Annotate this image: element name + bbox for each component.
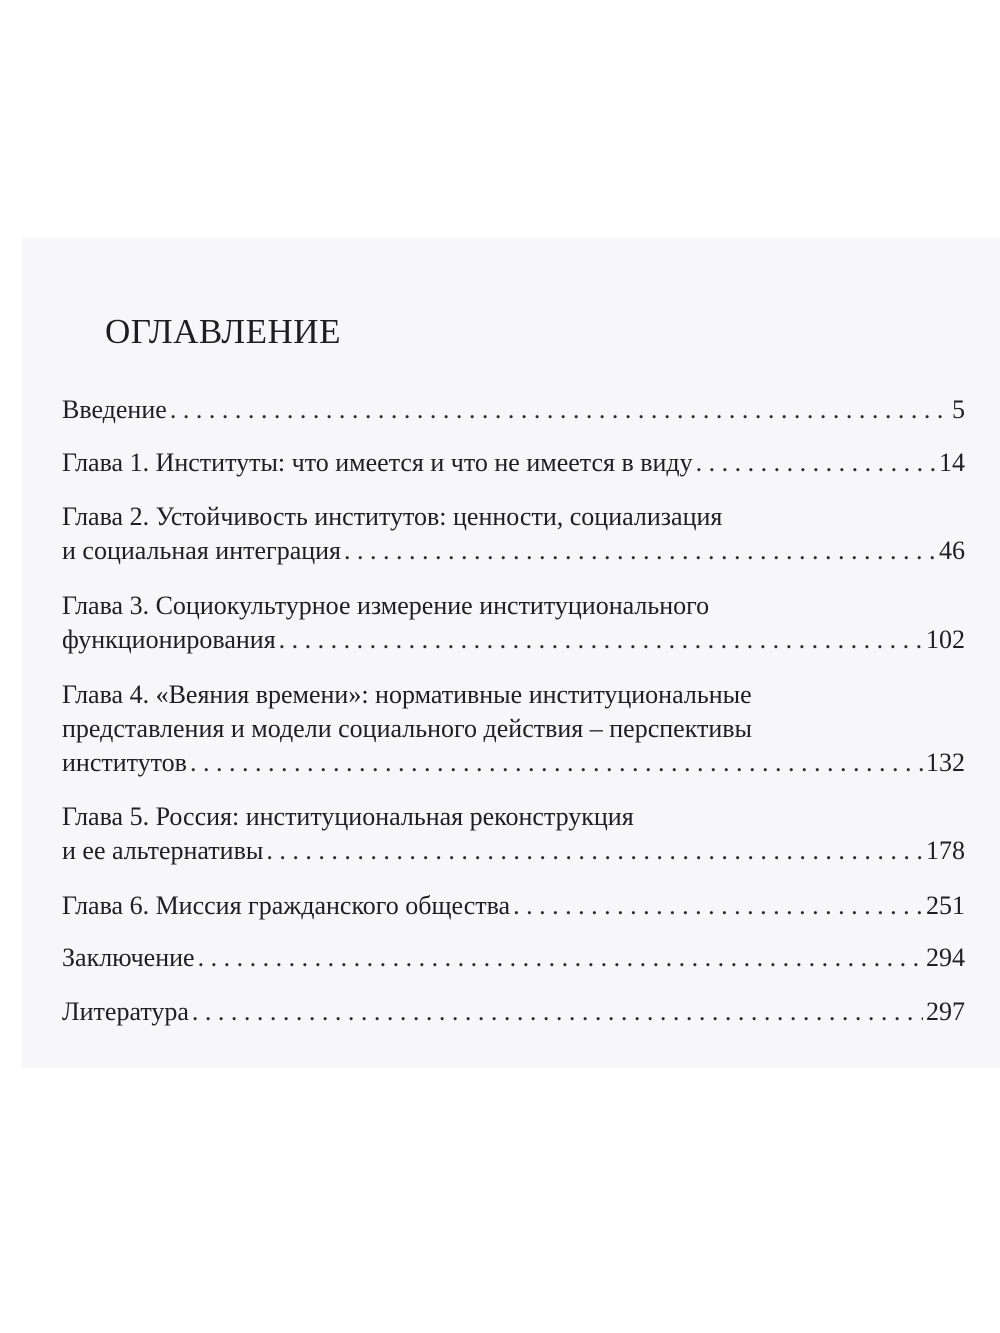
- toc-entry-chapter-6: [62, 889, 965, 923]
- toc-entry-title: и ее альтернативы: [62, 836, 264, 865]
- toc-line: [62, 834, 965, 868]
- toc-entry-title: функционирования: [62, 625, 276, 654]
- toc-entry-introduction: [62, 393, 965, 427]
- toc-entry-title-line: Глава 5. Россия: институциональная реконструкция: [62, 802, 634, 831]
- toc-entry-chapter-1: [62, 446, 965, 480]
- toc-entry-title: Литература: [62, 997, 189, 1026]
- toc-page-number: 178: [926, 836, 965, 865]
- toc-entry-title-line: представления и модели социального действия – перспективы: [62, 714, 753, 743]
- toc-line: [62, 446, 965, 480]
- toc-page-number: 251: [926, 891, 965, 920]
- toc-page-number: 297: [926, 997, 965, 1026]
- dot-leader: [279, 623, 923, 657]
- toc-line: [62, 941, 965, 975]
- dot-leader: [266, 834, 923, 868]
- toc-entry-title: институтов: [62, 748, 187, 777]
- dot-leader: [192, 995, 923, 1029]
- dot-leader: [696, 446, 936, 480]
- toc-page-number: 46: [939, 536, 965, 565]
- toc-line: [62, 393, 965, 427]
- toc-entry-title: Глава 6. Миссия гражданского общества: [62, 891, 511, 920]
- toc-entry-title-line: Глава 2. Устойчивость институтов: ценности, социализация: [62, 502, 723, 531]
- toc-entry-conclusion: [62, 941, 965, 975]
- toc-entry-bibliography: [62, 995, 965, 1029]
- toc-entry-chapter-5: [62, 800, 965, 868]
- toc-entry-chapter-4: [62, 678, 965, 780]
- toc-page-number: 132: [926, 748, 965, 777]
- dot-leader: [190, 746, 923, 780]
- toc-entry-title: Введение: [62, 395, 167, 424]
- toc-line: [62, 746, 965, 780]
- toc-entry-title: и социальная интеграция: [62, 536, 342, 565]
- dot-leader: [513, 889, 923, 923]
- toc-entry-title-line: Глава 4. «Веяния времени»: нормативные институциональные: [62, 680, 752, 709]
- toc-entry-title: Глава 1. Институты: что имеется и что не имеется в виду: [62, 448, 693, 477]
- dot-leader: [344, 534, 936, 568]
- toc-entry-chapter-2: [62, 500, 965, 568]
- toc-line: [62, 889, 965, 923]
- toc-page-number: 5: [952, 395, 965, 424]
- toc-title: ОГЛАВЛЕНИЕ: [105, 312, 341, 351]
- dot-leader: [170, 393, 949, 427]
- toc-page-number: 294: [926, 943, 965, 972]
- toc-entry-title-line: Глава 3. Социокультурное измерение институционального: [62, 591, 710, 620]
- toc-page-number: 102: [926, 625, 965, 654]
- toc-line: [62, 995, 965, 1029]
- toc-page-number: 14: [939, 448, 965, 477]
- dot-leader: [198, 941, 923, 975]
- toc-entry-title: Заключение: [62, 943, 195, 972]
- toc-entry-chapter-3: [62, 589, 965, 657]
- toc-line: [62, 623, 965, 657]
- toc-line: [62, 534, 965, 568]
